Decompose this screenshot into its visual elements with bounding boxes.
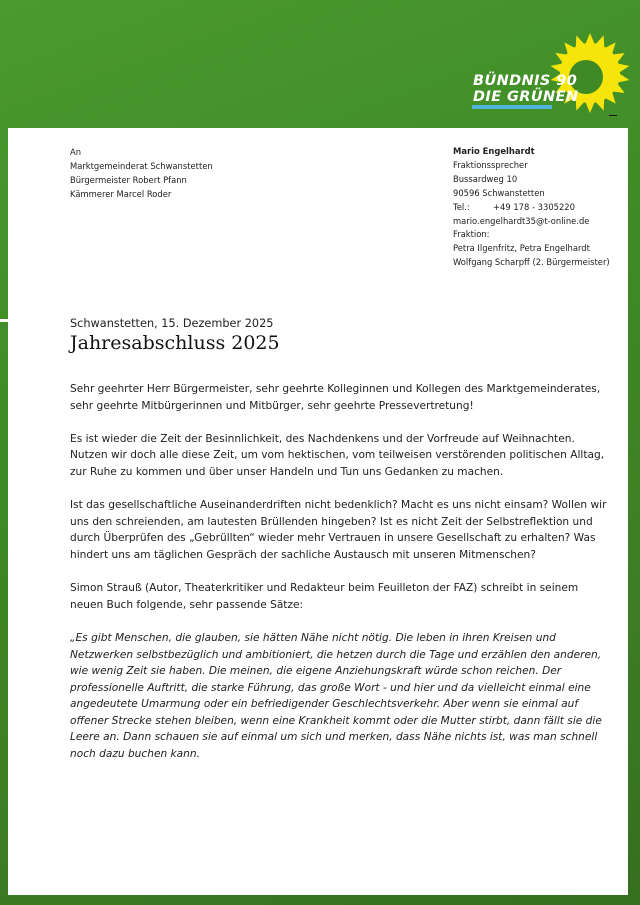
sunflower-petal: [617, 73, 630, 85]
fraction-members: Wolfgang Scharpff (2. Bürgermeister): [453, 257, 610, 268]
sunflower-petal: [585, 33, 595, 45]
recipient-line: Kämmerer Marcel Roder: [70, 189, 172, 199]
sunflower-petal: [550, 61, 563, 73]
sunflower-petal: [617, 61, 630, 73]
recipient-line: Marktgemeinderat Schwanstetten: [70, 161, 213, 171]
letter-page: [8, 128, 628, 895]
paragraph: Es ist wieder die Zeit der Besinnlichkeit, des Nachdenkens und der Vorfreude auf Weihnachten. Nutzen wir doch alle diese Zeit, um vom hektischen, vom teilweisen verstörenden politischen Alltag, zur Ruhe zu kommen und über unser Handeln und Tun uns Gedanken zu machen.: [70, 432, 605, 478]
party-logo: [465, 5, 635, 115]
sender-block: [453, 145, 610, 270]
sunflower-petal: [585, 101, 595, 113]
fold-mark: [0, 319, 8, 322]
logo-underline: [472, 105, 552, 109]
letter-body: [70, 381, 610, 779]
sender-street: Bussardweg 10: [453, 173, 518, 184]
party-name-line1: BÜNDNIS 90: [473, 73, 578, 89]
recipient-address: [70, 145, 213, 201]
phone-number: +49 178 - 3305220: [493, 201, 575, 212]
recipient-line: An: [70, 147, 82, 157]
phone-label: Tel.:: [453, 201, 470, 212]
fraction-label: Fraktion:: [453, 229, 490, 240]
decorative-dash: [609, 115, 617, 116]
recipient-line: Bürgermeister Robert Pfann: [70, 175, 187, 185]
party-name: [473, 73, 578, 105]
sender-city: 90596 Schwanstetten: [453, 187, 545, 198]
date-line: Schwanstetten, 15. Dezember 2025: [70, 317, 274, 330]
party-name-line2: DIE GRÜNEN: [473, 89, 579, 105]
sender-role: Fraktionssprecher: [453, 159, 528, 170]
paragraph: Ist das gesellschaftliche Auseinanderdriften nicht bedenklich? Macht es uns nicht einsam? Wollen wir uns den schreienden, am lautesten Brüllenden hingeben? Ist es nicht Zeit der Selbstreflektion und durch Überprüfen des „Gebrüllten“ wieder mehr Vertrauen in unsere Gesellschaft zu erhalten? Was hindert uns am täglichen Gespräch der sachliche Austausch mit unseren Mitmenschen?: [70, 499, 607, 561]
fraction-members: Petra Ilgenfritz, Petra Engelhardt: [453, 243, 590, 254]
quote-paragraph: „Es gibt Menschen, die glauben, sie hätten Nähe nicht nötig. Die leben in ihren Kreisen und Netzwerken selbstbezüglich und ambitioniert, die hetzen durch die Tage und erzählen den anderen, wie wenig Zeit sie haben. Die meinen, die eigene Anziehungskraft würde schon reichen. Der professionelle Auftritt, die starke Führung, das große Wort - und hier und da vielleicht einmal eine angedeutete Umarmung oder ein befriedigender Geschlechtsverkehr. Aber wenn sie einmal auf offener Strecke stehen bleiben, wenn eine Krankheit kommt oder die Mutter stirbt, dann fällt sie die Leere an. Dann schauen sie auf einmal um sich und merken, dass Nähe nichts ist, was man schnell noch dazu buchen kann.: [70, 631, 602, 761]
sender-phone-row: [453, 201, 610, 215]
sender-name: Mario Engelhardt: [453, 146, 535, 156]
paragraph: Simon Strauß (Autor, Theaterkritiker und Redakteur beim Feuilleton der FAZ) schreibt in seinem neuen Buch folgende, sehr passende Sätze:: [70, 582, 579, 611]
sender-email: mario.engelhardt35@t-online.de: [453, 215, 590, 226]
letter-title: Jahresabschluss 2025: [70, 332, 280, 354]
paragraph: Sehr geehrter Herr Bürgermeister, sehr geehrte Kolleginnen und Kollegen des Marktgemeinderates, sehr geehrte Mitbürgerinnen und Mitbürger, sehr geehrte Pressevertretung!: [70, 383, 601, 412]
